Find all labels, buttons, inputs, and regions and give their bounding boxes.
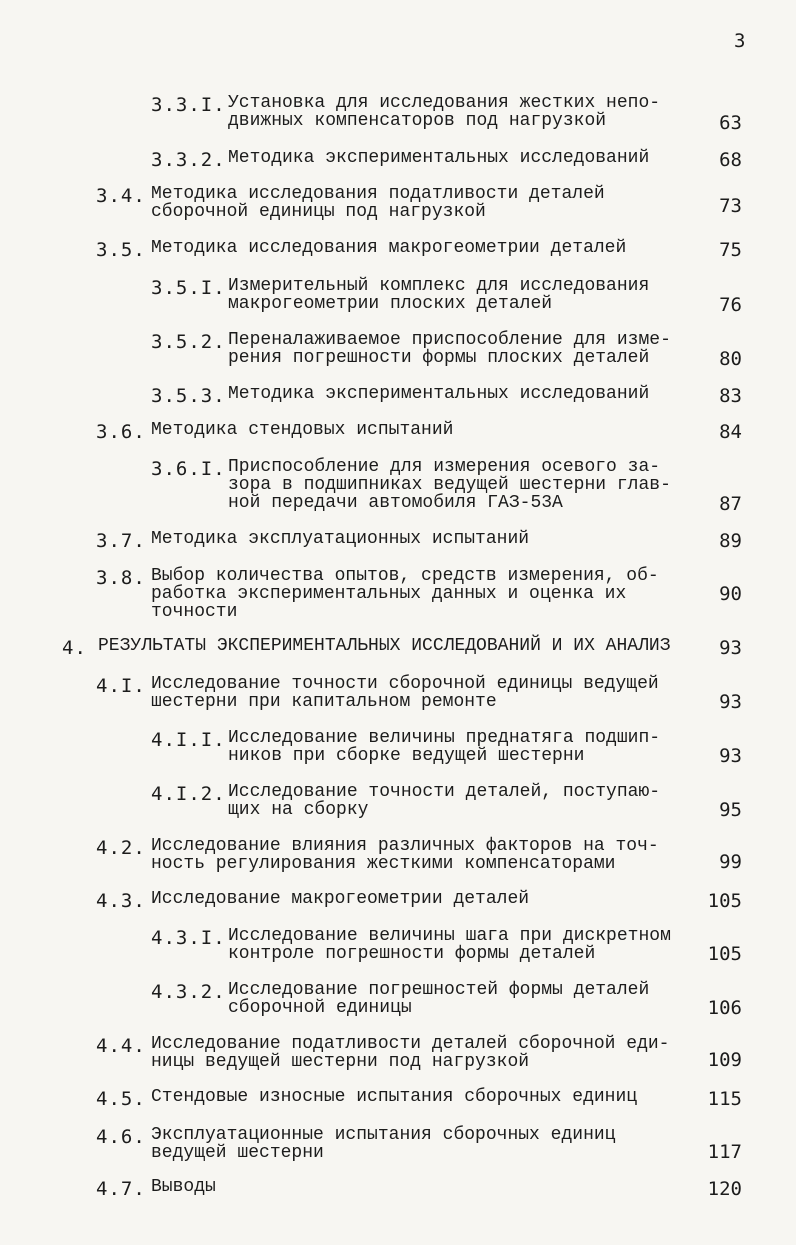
- entry-number: 4.4.: [96, 1035, 146, 1057]
- entry-title: [98, 637, 671, 655]
- entry-title-line: ведущей шестерни: [151, 1143, 324, 1163]
- entry-page: 68: [719, 149, 742, 171]
- entry-number: 4.I.I.: [151, 729, 226, 751]
- entry-title-line: Исследование величины преднатяга подшип-: [228, 728, 661, 748]
- entry-title: [228, 458, 671, 512]
- entry-page: 120: [707, 1178, 742, 1200]
- entry-title-line: контроле погрешности формы деталей: [228, 944, 596, 964]
- entry-page: 93: [719, 691, 742, 713]
- entry-title-line: точности: [151, 602, 238, 622]
- entry-title: [151, 421, 453, 439]
- entry-title-line: ной передачи автомобиля ГАЗ-53А: [228, 493, 563, 513]
- entry-title: [151, 1088, 637, 1106]
- entry-page: 109: [707, 1049, 742, 1071]
- entry-title-line: Исследование податливости деталей сборочной еди-: [151, 1034, 670, 1054]
- entry-page: 95: [719, 799, 742, 821]
- entry-title: [228, 385, 649, 403]
- entry-page: 105: [707, 890, 742, 912]
- entry-title-line: сборочной единицы: [228, 998, 412, 1018]
- entry-number: 4.I.: [96, 675, 146, 697]
- entry-number: 4.3.2.: [151, 981, 226, 1003]
- entry-title-line: Методика исследования макрогеометрии деталей: [151, 238, 627, 258]
- entry-title: [151, 1126, 615, 1162]
- entry-title-line: Приспособление для измерения осевого за-: [228, 457, 661, 477]
- entry-number: 3.3.2.: [151, 149, 226, 171]
- entry-title-line: Выводы: [151, 1177, 216, 1197]
- entry-page: 90: [719, 583, 742, 605]
- entry-title: [151, 239, 626, 257]
- entry-number: 3.5.: [96, 239, 146, 261]
- entry-title-line: Выбор количества опытов, средств измерения, об-: [151, 566, 659, 586]
- entry-title-line: Установка для исследования жестких непо-: [228, 93, 661, 113]
- entry-title: [151, 530, 529, 548]
- entry-number: 3.5.I.: [151, 277, 226, 299]
- entry-number: 4.I.2.: [151, 783, 226, 805]
- entry-number: 3.5.2.: [151, 331, 226, 353]
- entry-title: [228, 94, 660, 130]
- entry-number: 4.5.: [96, 1088, 146, 1110]
- entry-number: 4.7.: [96, 1178, 146, 1200]
- entry-number: 3.3.I.: [151, 94, 226, 116]
- entry-page: 83: [719, 385, 742, 407]
- entry-page: 93: [719, 745, 742, 767]
- entry-title: [151, 890, 529, 908]
- entry-number: 4.3.: [96, 890, 146, 912]
- entry-title-line: Методика эксплуатационных испытаний: [151, 529, 530, 549]
- entry-number: 3.7.: [96, 530, 146, 552]
- entry-title-line: зора в подшипниках ведущей шестерни глав-: [228, 475, 671, 495]
- entry-title-line: Переналаживаемое приспособление для изме-: [228, 330, 671, 350]
- entry-page: 99: [719, 851, 742, 873]
- entry-title-line: Измерительный комплекс для исследования: [228, 276, 650, 296]
- entry-title-line: ницы ведущей шестерни под нагрузкой: [151, 1052, 530, 1072]
- entry-title: [151, 1035, 669, 1071]
- entry-title-line: Исследование точности сборочной единицы ведущей: [151, 674, 659, 694]
- entry-page: 93: [719, 637, 742, 659]
- entry-number: 3.8.: [96, 567, 146, 589]
- entry-title: [228, 149, 649, 167]
- entry-title-line: РЕЗУЛЬТАТЫ ЭКСПЕРИМЕНТАЛЬНЫХ ИССЛЕДОВАНИЙ И ИХ АНАЛИЗ: [98, 636, 671, 656]
- entry-number: 4.: [62, 637, 87, 659]
- entry-page: 105: [707, 943, 742, 965]
- entry-title: [228, 277, 649, 313]
- entry-title-line: движных компенсаторов под нагрузкой: [228, 111, 607, 131]
- entry-page: 115: [707, 1088, 742, 1110]
- entry-title: [228, 927, 671, 963]
- entry-title: [228, 331, 671, 367]
- entry-number: 3.4.: [96, 185, 146, 207]
- entry-number: 3.6.I.: [151, 458, 226, 480]
- entry-title: [151, 837, 659, 873]
- entry-title: [151, 185, 605, 221]
- entry-page: 63: [719, 112, 742, 134]
- entry-title: [228, 783, 660, 819]
- entry-title-line: макрогеометрии плоских деталей: [228, 294, 553, 314]
- entry-page: 76: [719, 294, 742, 316]
- entry-number: 4.2.: [96, 837, 146, 859]
- entry-title: [151, 1178, 216, 1196]
- entry-number: 3.5.3.: [151, 385, 226, 407]
- entry-title-line: Методика экспериментальных исследований: [228, 148, 650, 168]
- entry-page: 106: [707, 997, 742, 1019]
- entry-title-line: Исследование макрогеометрии деталей: [151, 889, 530, 909]
- entry-title-line: ников при сборке ведущей шестерни: [228, 746, 585, 766]
- entry-title-line: Методика стендовых испытаний: [151, 420, 454, 440]
- entry-number: 3.6.: [96, 421, 146, 443]
- entry-title: [151, 675, 659, 711]
- entry-number: 4.3.I.: [151, 927, 226, 949]
- entry-page: 87: [719, 493, 742, 515]
- entry-page: 89: [719, 530, 742, 552]
- entry-title-line: работка экспериментальных данных и оценка их: [151, 584, 627, 604]
- entry-title: [228, 729, 660, 765]
- page-number: 3: [734, 30, 746, 52]
- entry-title-line: Исследование влияния различных факторов на точ-: [151, 836, 659, 856]
- entry-title-line: Исследование величины шага при дискретном: [228, 926, 671, 946]
- entry-title-line: шестерни при капитальном ремонте: [151, 692, 497, 712]
- entry-title-line: Исследование погрешностей формы деталей: [228, 980, 650, 1000]
- entry-page: 117: [707, 1141, 742, 1163]
- entry-title-line: Эксплуатационные испытания сборочных единиц: [151, 1125, 616, 1145]
- entry-title: [151, 567, 659, 621]
- entry-title: [228, 981, 649, 1017]
- entry-title-line: Методика экспериментальных исследований: [228, 384, 650, 404]
- entry-title-line: Методика исследования податливости деталей: [151, 184, 605, 204]
- entry-title-line: сборочной единицы под нагрузкой: [151, 202, 486, 222]
- entry-page: 73: [719, 195, 742, 217]
- entry-page: 84: [719, 421, 742, 443]
- entry-title-line: рения погрешности формы плоских деталей: [228, 348, 650, 368]
- entry-number: 4.6.: [96, 1126, 146, 1148]
- entry-page: 80: [719, 348, 742, 370]
- entry-title-line: Стендовые износные испытания сборочных единиц: [151, 1087, 638, 1107]
- entry-page: 75: [719, 239, 742, 261]
- entry-title-line: ность регулирования жесткими компенсаторами: [151, 854, 616, 874]
- entry-title-line: Исследование точности деталей, поступаю-: [228, 782, 661, 802]
- entry-title-line: щих на сборку: [228, 800, 369, 820]
